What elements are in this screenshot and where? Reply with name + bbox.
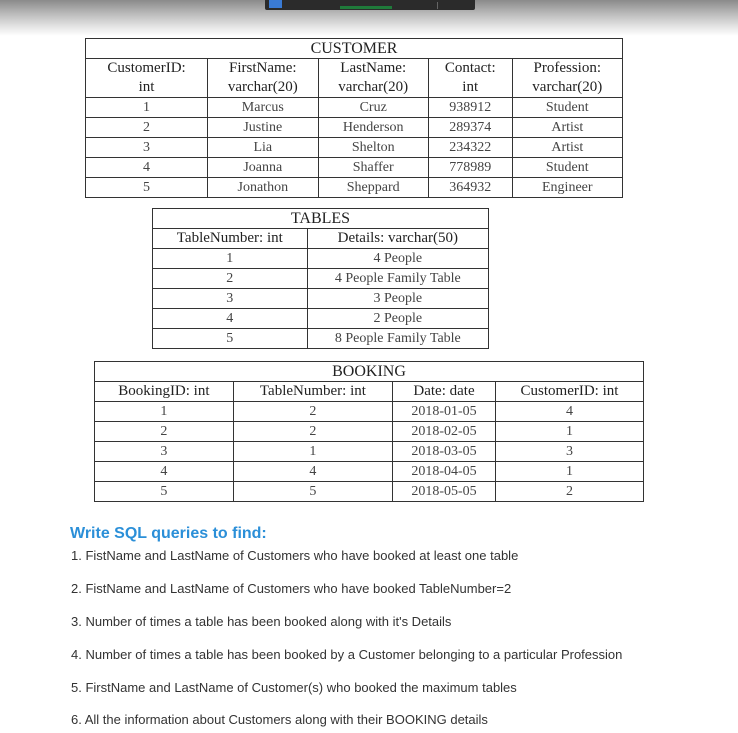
column-type: varchar(20) (512, 78, 622, 98)
table-cell: 4 (86, 158, 208, 178)
column-header: Date: date (393, 382, 496, 402)
customer-header-row (86, 59, 623, 79)
customer-table (85, 38, 623, 198)
table-cell: Shaffer (318, 158, 428, 178)
booking-table (94, 361, 644, 502)
column-header: TableNumber: int (233, 382, 392, 402)
table-row (95, 482, 644, 502)
table-row (86, 158, 623, 178)
column-header: Profession: (512, 59, 622, 79)
table-row (153, 269, 489, 289)
table-cell: Student (512, 98, 622, 118)
table-cell: Cruz (318, 98, 428, 118)
table-cell: Justine (208, 118, 318, 138)
table-row (95, 442, 644, 462)
table-cell: 1 (233, 442, 392, 462)
table-cell: 3 (95, 442, 234, 462)
table-cell: 8 People Family Table (307, 329, 488, 349)
column-type: int (428, 78, 512, 98)
toolbar-divider (437, 2, 438, 9)
table-cell: 289374 (428, 118, 512, 138)
question-item: 5. FirstName and LastName of Customer(s) who booked the maximum tables (71, 680, 517, 695)
table-cell: 234322 (428, 138, 512, 158)
column-type: int (86, 78, 208, 98)
table-cell: 938912 (428, 98, 512, 118)
table-cell: 5 (95, 482, 234, 502)
table-cell: 2 (86, 118, 208, 138)
table-cell: 364932 (428, 178, 512, 198)
table-cell: 1 (86, 98, 208, 118)
column-header: CustomerID: (86, 59, 208, 79)
table-cell: 2 People (307, 309, 488, 329)
table-row (153, 249, 489, 269)
tables-header-row (153, 229, 489, 249)
customer-type-row (86, 78, 623, 98)
table-cell: 1 (495, 462, 643, 482)
tables-table (152, 208, 489, 349)
table-cell: 5 (86, 178, 208, 198)
booking-table-title: BOOKING (95, 362, 644, 382)
booking-header-row (95, 382, 644, 402)
table-cell: 778989 (428, 158, 512, 178)
table-cell: 2 (495, 482, 643, 502)
table-cell: Joanna (208, 158, 318, 178)
column-header: FirstName: (208, 59, 318, 79)
table-cell: 2 (95, 422, 234, 442)
table-cell: 5 (153, 329, 308, 349)
toolbar-app-icon[interactable] (269, 0, 282, 8)
table-row (153, 289, 489, 309)
table-cell: 2 (233, 402, 392, 422)
table-row (153, 309, 489, 329)
table-row (86, 98, 623, 118)
table-cell: 4 People (307, 249, 488, 269)
table-cell: 2 (153, 269, 308, 289)
table-cell: 4 (233, 462, 392, 482)
question-item: 6. All the information about Customers along with their BOOKING details (71, 712, 488, 727)
table-cell: 4 People Family Table (307, 269, 488, 289)
column-header: TableNumber: int (153, 229, 308, 249)
column-type: varchar(20) (318, 78, 428, 98)
table-row (86, 178, 623, 198)
table-cell: 2018-03-05 (393, 442, 496, 462)
table-cell: Lia (208, 138, 318, 158)
question-item: 3. Number of times a table has been booked along with it's Details (71, 614, 452, 629)
table-row (95, 422, 644, 442)
viewer-toolbar[interactable] (265, 0, 475, 10)
browser-top-bar (0, 0, 738, 36)
table-cell: 1 (153, 249, 308, 269)
column-type: varchar(20) (208, 78, 318, 98)
table-cell: 3 People (307, 289, 488, 309)
column-header: Details: varchar(50) (307, 229, 488, 249)
column-header: CustomerID: int (495, 382, 643, 402)
toolbar-progress-indicator (340, 6, 392, 9)
column-header: Contact: (428, 59, 512, 79)
table-row (95, 462, 644, 482)
table-cell: Jonathon (208, 178, 318, 198)
table-cell: Shelton (318, 138, 428, 158)
table-cell: 4 (95, 462, 234, 482)
table-cell: 3 (153, 289, 308, 309)
table-cell: 3 (495, 442, 643, 462)
table-cell: 4 (495, 402, 643, 422)
table-cell: Student (512, 158, 622, 178)
question-item: 1. FistName and LastName of Customers who have booked at least one table (71, 548, 519, 563)
table-cell: 2018-02-05 (393, 422, 496, 442)
table-cell: Sheppard (318, 178, 428, 198)
table-cell: 1 (95, 402, 234, 422)
question-item: 4. Number of times a table has been booked by a Customer belonging to a particular Profession (71, 647, 623, 662)
table-row (153, 329, 489, 349)
table-row (95, 402, 644, 422)
table-cell: 3 (86, 138, 208, 158)
table-cell: Artist (512, 118, 622, 138)
table-cell: Artist (512, 138, 622, 158)
table-cell: 2018-04-05 (393, 462, 496, 482)
table-cell: 2 (233, 422, 392, 442)
table-cell: Marcus (208, 98, 318, 118)
questions-heading: Write SQL queries to find: (70, 525, 267, 542)
table-cell: 4 (153, 309, 308, 329)
column-header: LastName: (318, 59, 428, 79)
tables-table-title: TABLES (153, 209, 489, 229)
column-header: BookingID: int (95, 382, 234, 402)
question-item: 2. FistName and LastName of Customers who have booked TableNumber=2 (71, 581, 512, 596)
table-cell: 2018-01-05 (393, 402, 496, 422)
table-row (86, 118, 623, 138)
table-cell: 2018-05-05 (393, 482, 496, 502)
table-row (86, 138, 623, 158)
table-cell: Henderson (318, 118, 428, 138)
table-cell: 1 (495, 422, 643, 442)
table-cell: 5 (233, 482, 392, 502)
table-cell: Engineer (512, 178, 622, 198)
customer-table-title: CUSTOMER (86, 39, 623, 59)
